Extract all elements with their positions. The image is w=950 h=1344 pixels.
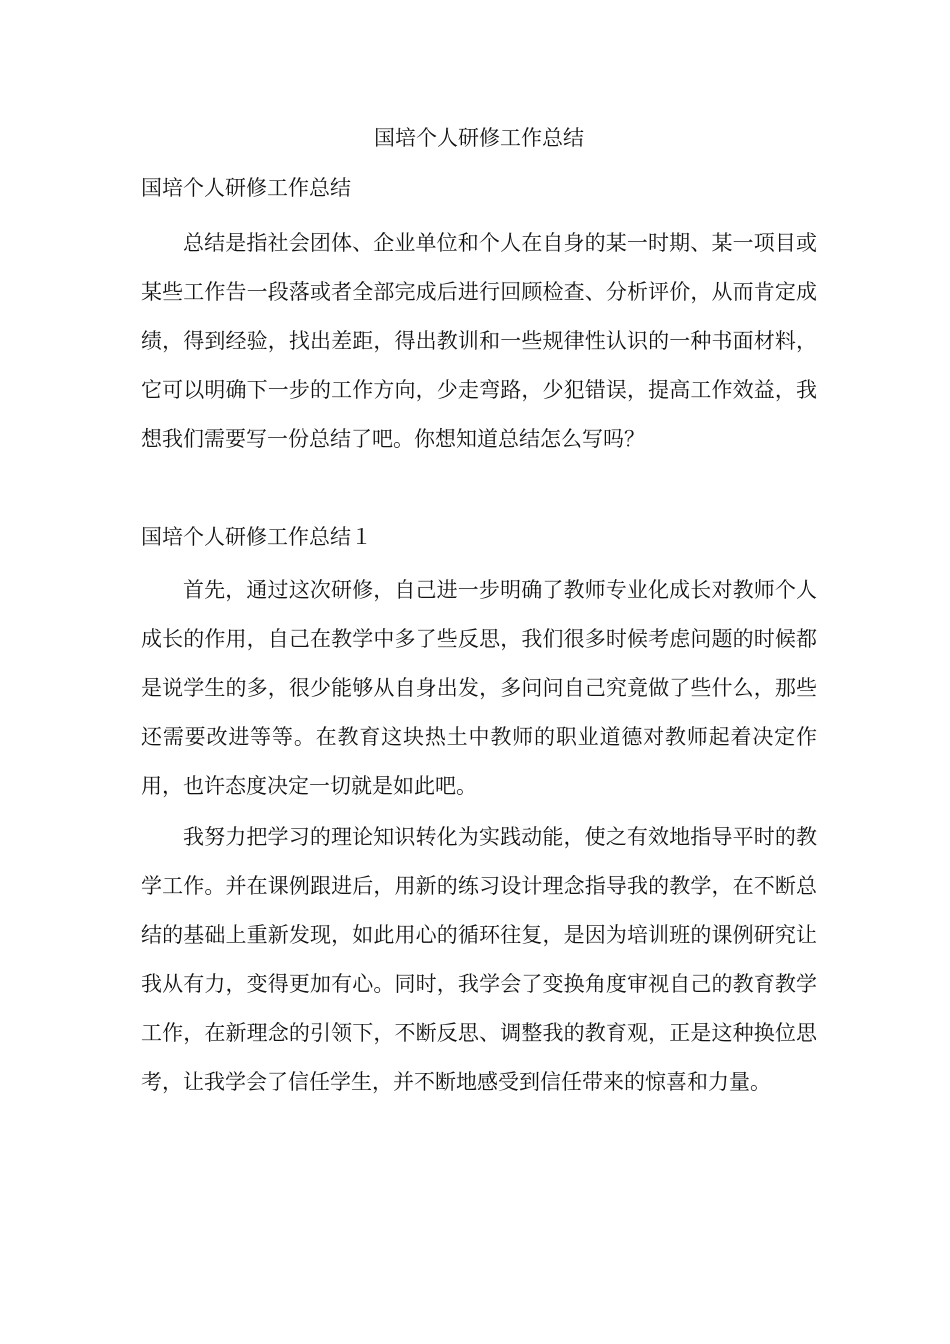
- section-heading: 国培个人研修工作总结１: [141, 525, 372, 549]
- intro-paragraph: 总结是指社会团体、企业单位和个人在自身的某一时期、某一项目或某些工作告一段落或者全部完成后进行回顾检查、分析评价，从而肯定成绩，得到经验，找出差距，得出教训和一些规律性认识的一种书面材料，它可以明确下一步的工作方向，少走弯路，少犯错误，提高工作效益，我想我们需要写一份总结了吧。你想知道总结怎么写吗？: [141, 231, 817, 451]
- document-subtitle: 国培个人研修工作总结: [141, 176, 351, 200]
- body-paragraph-1: 首先，通过这次研修，自己进一步明确了教师专业化成长对教师个人成长的作用，自己在教学中多了些反思，我们很多时候考虑问题的时候都是说学生的多，很少能够从自身出发，多问问自己究竟做了些什么，那些还需要改进等等。在教育这块热土中教师的职业道德对教师起着决定作用，也许态度决定一切就是如此吧。: [141, 578, 817, 798]
- body-paragraph-2: 我努力把学习的理论知识转化为实践动能，使之有效地指导平时的教学工作。并在课例跟进后，用新的练习设计理念指导我的教学，在不断总结的基础上重新发现，如此用心的循环往复，是因为培训班的课例研究让我从有力，变得更加有心。同时，我学会了变换角度审视自己的教育教学工作，在新理念的引领下，不断反思、调整我的教育观，正是这种换位思考，让我学会了信任学生，并不断地感受到信任带来的惊喜和力量。: [141, 825, 817, 1094]
- document-title: 国培个人研修工作总结: [374, 126, 584, 150]
- document-content: [141, 118, 817, 1109]
